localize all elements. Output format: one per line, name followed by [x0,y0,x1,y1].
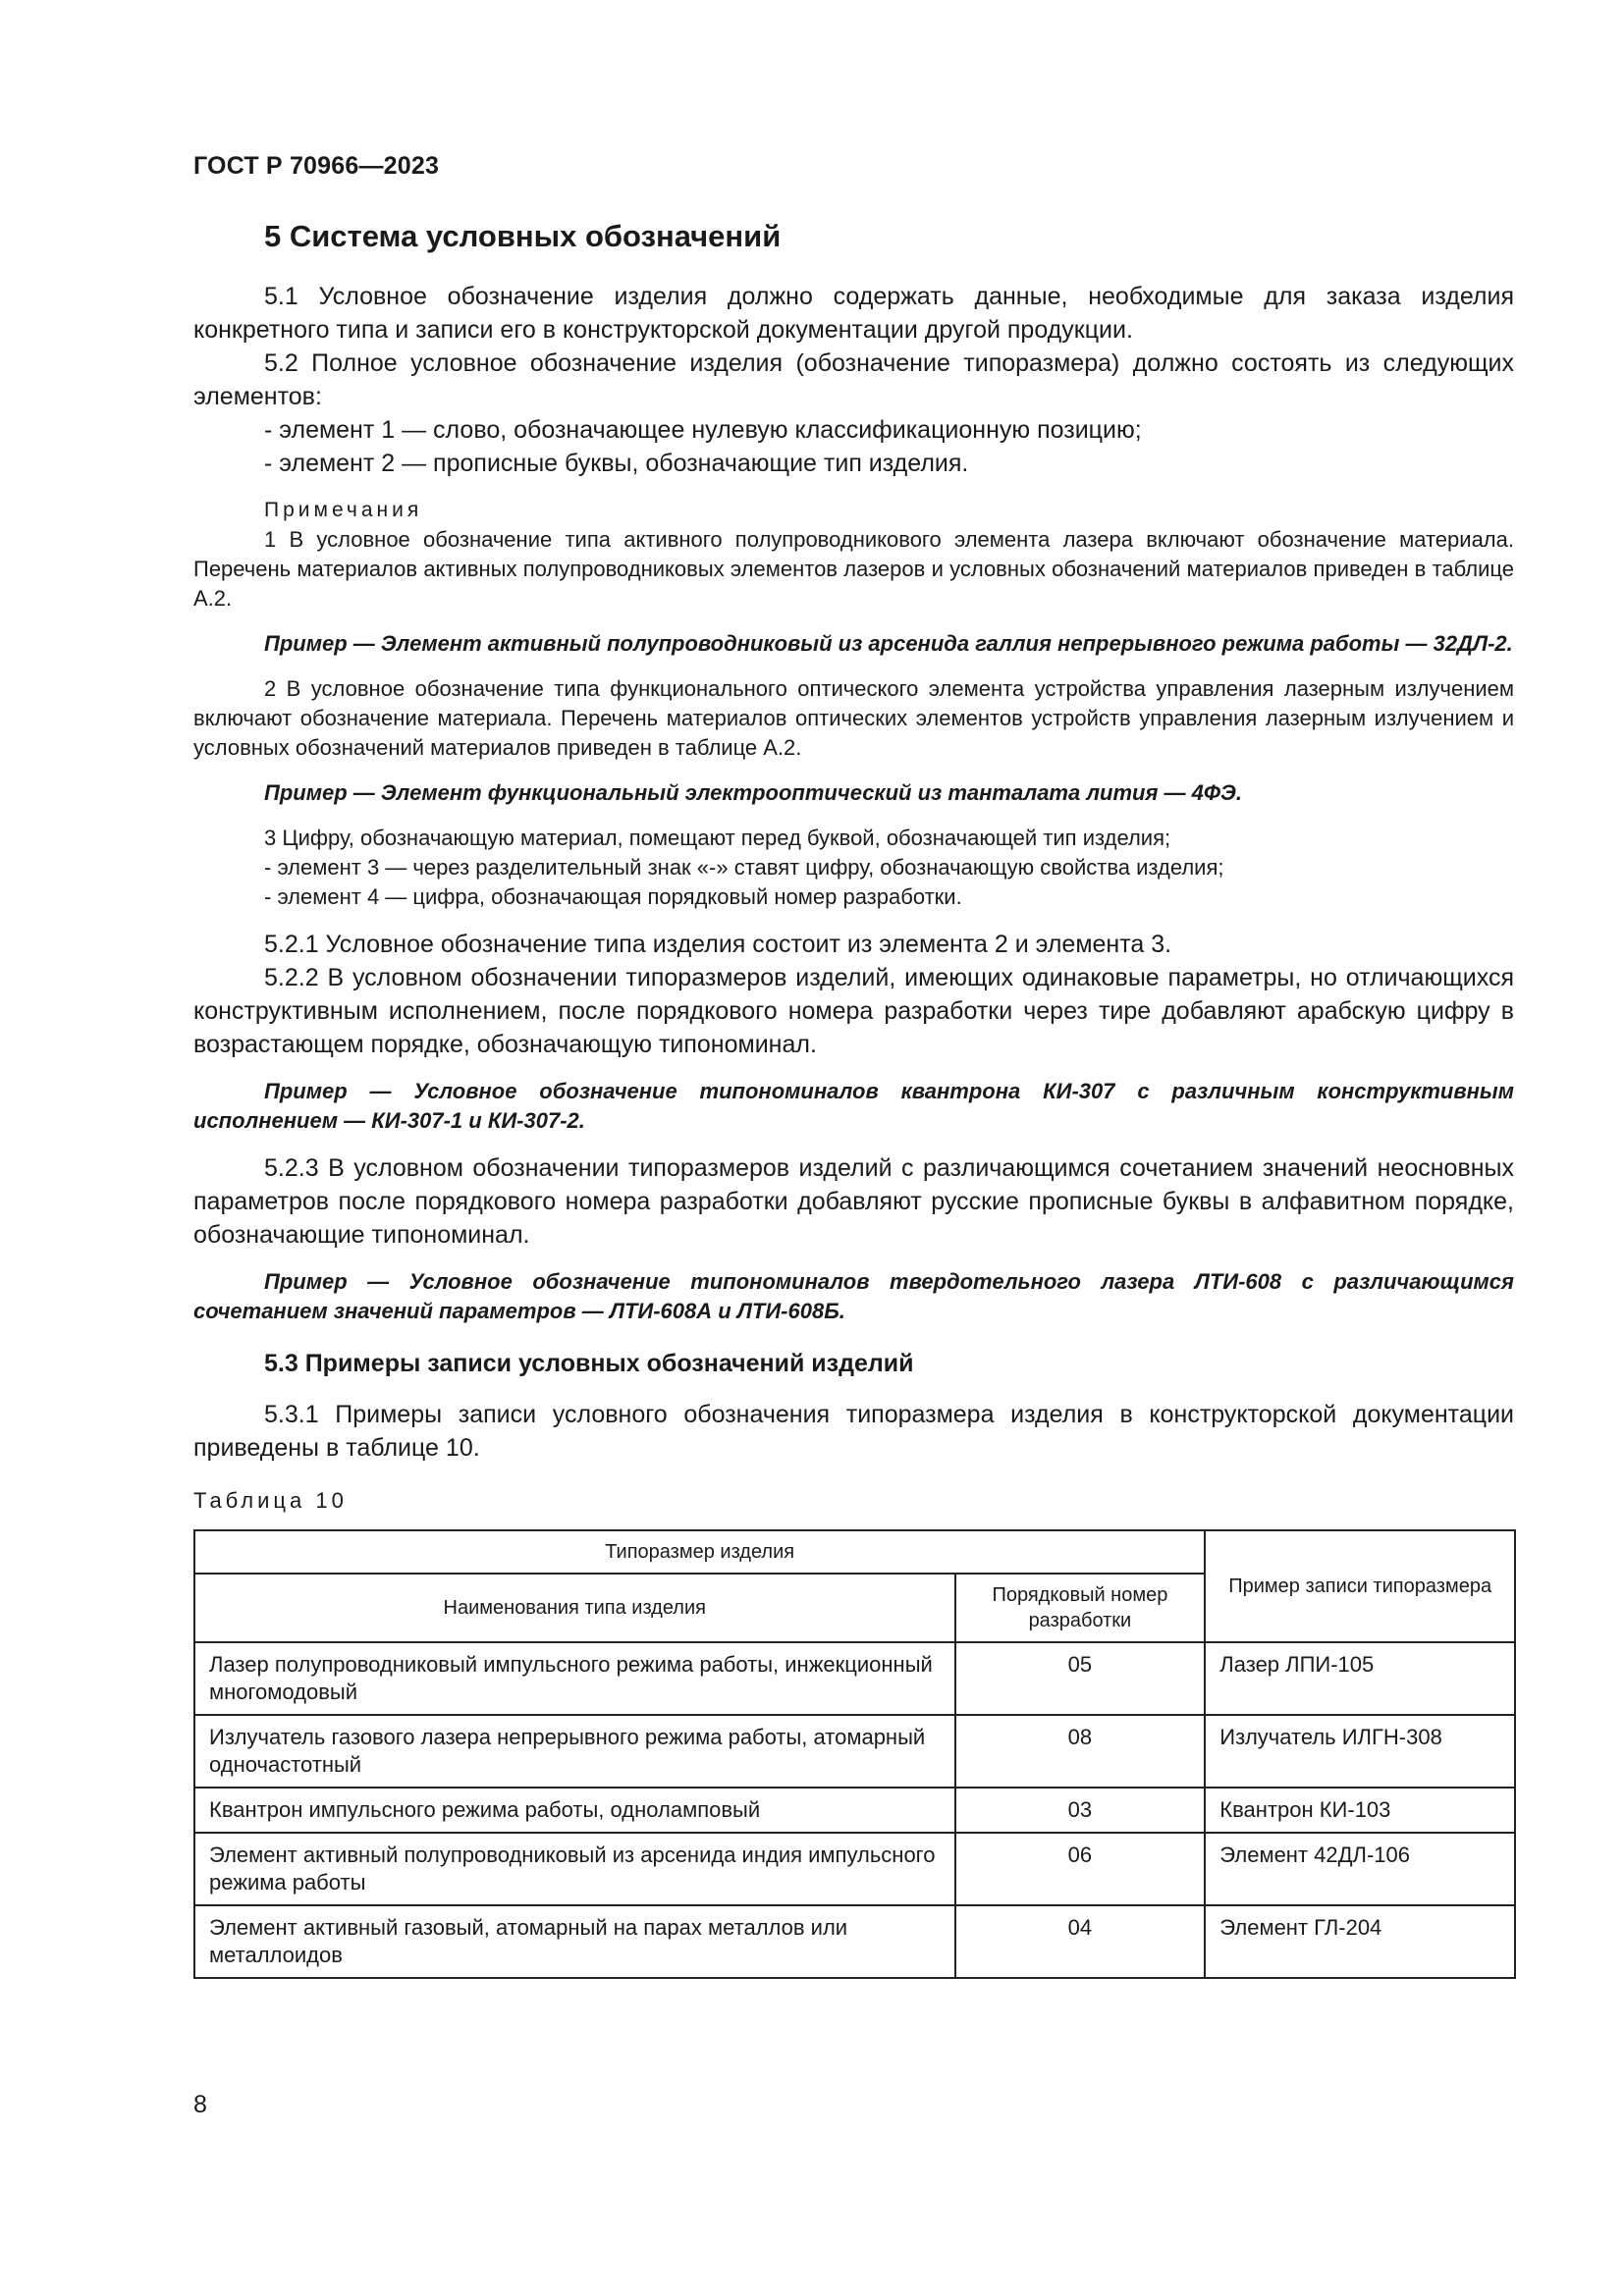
paragraph-5-1: 5.1 Условное обозначение изделия должно содержать данные, необходимые для заказа изделия конкретного типа и записи его в конструкторской документации другой продукции. [193,283,1514,345]
note-3-item: - элемент 3 — через разделительный знак «-» ставят цифру, обозначающую свойства изделия; [264,855,1224,881]
example-1: Пример — Элемент активный полупроводниковый из арсенида галлия непрерывного режима работы — 32ДЛ-2. [264,631,1513,657]
header-name-cell: Наименования типа изделия [194,1574,955,1642]
dev-number-cell: 05 [955,1642,1206,1715]
dev-number-cell: 08 [955,1715,1206,1788]
paragraph-5-2-2: 5.2.2 В условном обозначении типоразмеров изделий, имеющих одинаковые параметры, но отличающихся конструктивным исполнением, после порядкового номера разработки через тире добавляют арабскую цифру в возрастающем порядке, обозначающую типономинал. [193,964,1514,1059]
table-row [194,1788,1515,1833]
type-name-cell: Квантрон импульсного режима работы, одноламповый [194,1788,955,1833]
example-3: Пример — Условное обозначение типономиналов квантрона КИ-307 с различным конструктивным исполнением — КИ-307-1 и КИ-307-2. [193,1079,1514,1134]
example-cell: Элемент ГЛ-204 [1205,1905,1515,1978]
subsection-title: 5.3 Примеры записи условных обозначений изделий [264,1350,914,1378]
dev-number-cell: 06 [955,1833,1206,1905]
type-name-cell: Излучатель газового лазера непрерывного режима работы, атомарный одночастотный [194,1715,955,1788]
designation-table [193,1529,1516,1979]
dev-number-cell: 04 [955,1905,1206,1978]
example-cell: Квантрон КИ-103 [1205,1788,1515,1833]
example-cell: Элемент 42ДЛ-106 [1205,1833,1515,1905]
page-content [193,218,1514,1979]
paragraph-5-2-1: 5.2.1 Условное обозначение типа изделия состоит из элемента 2 и элемента 3. [264,931,1172,959]
paragraph-5-2: 5.2 Полное условное обозначение изделия (обозначение типоразмера) должно состоять из следующих элементов: [193,349,1514,411]
type-name-cell: Лазер полупроводниковый импульсного режима работы, инжекционный многомодовый [194,1642,955,1715]
paragraph-5-3-1: 5.3.1 Примеры записи условного обозначения типоразмера изделия в конструкторской документации приведены в таблице 10. [193,1400,1514,1462]
notes-heading: Примечания [264,499,423,522]
example-2: Пример — Элемент функциональный электрооптический из танталата лития — 4ФЭ. [264,780,1242,806]
section-title: 5 Система условных обозначений [264,219,782,253]
table-row [194,1833,1515,1905]
table-row [194,1642,1515,1715]
page-number: 8 [193,2091,207,2118]
example-4: Пример — Условное обозначение типономиналов твердотельного лазера ЛТИ-608 с различающимся сочетанием значений параметров — ЛТИ-608А и ЛТИ-608Б. [193,1269,1514,1324]
header-group-cell: Типоразмер изделия [194,1530,1205,1574]
element-list-item: - элемент 1 — слово, обозначающее нулевую классификационную позицию; [264,416,1142,445]
example-cell: Лазер ЛПИ-105 [1205,1642,1515,1715]
dev-number-cell: 03 [955,1788,1206,1833]
table-title: Таблица 10 [193,1487,348,1513]
note-3-item: - элемент 4 — цифра, обозначающая порядковый номер разработки. [264,884,962,910]
element-list-item: - элемент 2 — прописные буквы, обозначающие тип изделия. [264,450,969,478]
note-1: 1 В условное обозначение типа активного полупроводникового элемента лазера включают обозначение материала. Перечень материалов активных полупроводниковых элементов лазеров и условных обозначений материалов приведен в таблице А.2. [193,527,1514,612]
document-header: ГОСТ Р 70966—2023 [193,152,440,180]
table-row [194,1905,1515,1978]
paragraph-5-2-3: 5.2.3 В условном обозначении типоразмеров изделий с различающимся сочетанием значений неосновных параметров после порядкового номера разработки добавляют русские прописные буквы в алфавитном порядке, обозначающие типономинал. [193,1154,1514,1250]
example-cell: Излучатель ИЛГН-308 [1205,1715,1515,1788]
type-name-cell: Элемент активный полупроводниковый из арсенида индия импульсного режима работы [194,1833,955,1905]
table-row [194,1715,1515,1788]
note-3: 3 Цифру, обозначающую материал, помещают перед буквой, обозначающей тип изделия; [264,826,1171,851]
header-number-cell: Порядковый номер разработки [955,1574,1206,1642]
type-name-cell: Элемент активный газовый, атомарный на парах металлов или металлоидов [194,1905,955,1978]
header-example-cell: Пример записи типоразмера [1205,1530,1515,1642]
note-2: 2 В условное обозначение типа функционального оптического элемента устройства управления лазерным излучением включают обозначение материала. Перечень материалов оптических элементов устройств управления лазерным излучением и условных обозначений материалов приведен в таблице А.2. [193,676,1514,761]
